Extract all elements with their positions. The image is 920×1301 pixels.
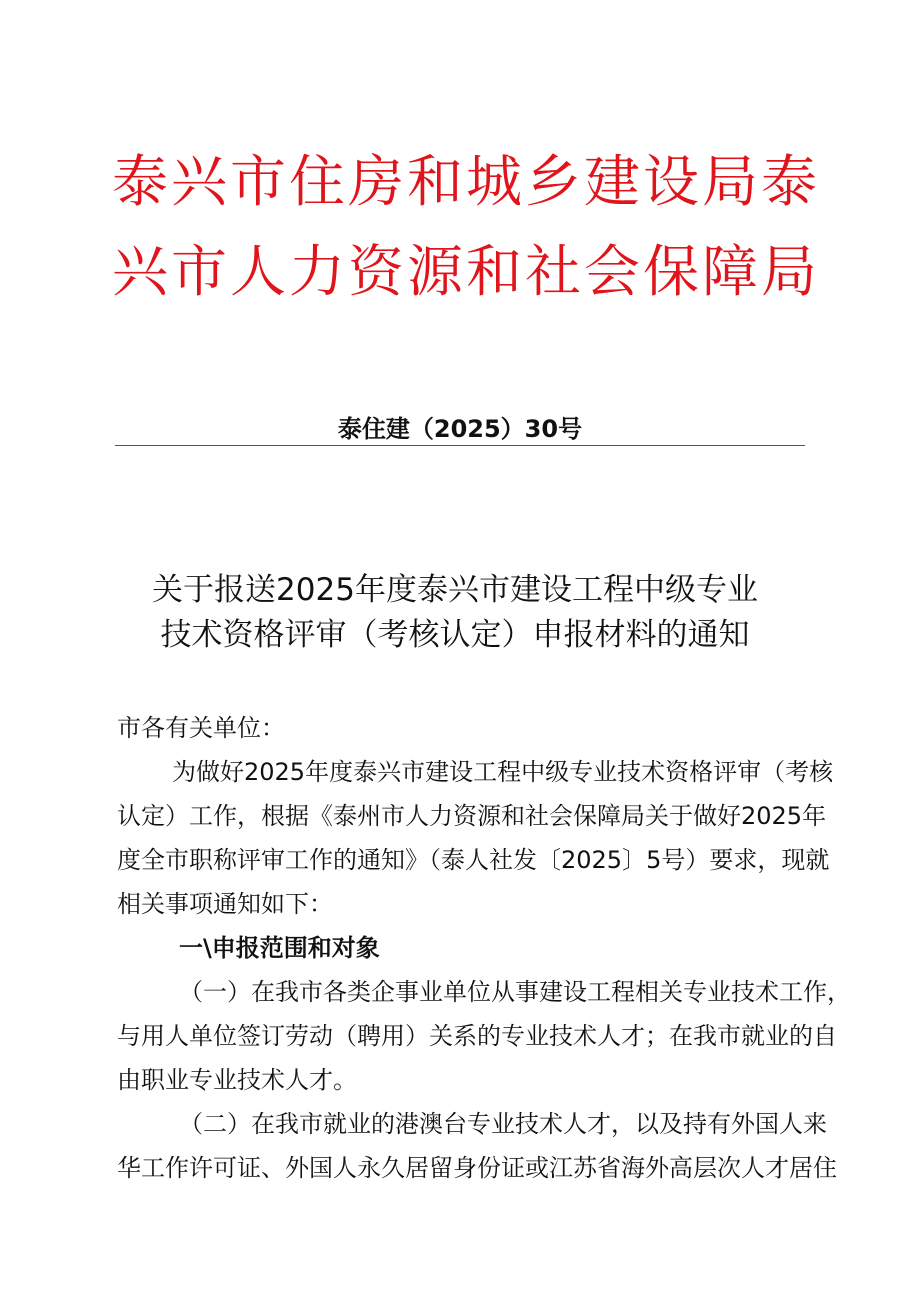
issuer-line-2: 兴市人力资源和社会保障局: [112, 240, 820, 305]
header-divider: [115, 445, 805, 446]
intro-line: 相关事项通知如下：: [117, 890, 333, 918]
intro-line: 认定）工作，根据《泰州市人力资源和社会保障局关于做好2025年: [117, 802, 827, 830]
item-2-line: （二）在我市就业的港澳台专业技术人才，以及持有外国人来: [179, 1110, 827, 1138]
issuer-line-1: 泰兴市住房和城乡建设局泰: [112, 150, 820, 215]
notice-title-line-1: 关于报送2025年度泰兴市建设工程中级专业: [152, 572, 758, 608]
notice-title-line-2: 技术资格评审（考核认定）申报材料的通知: [160, 617, 750, 653]
item-1-line: 由职业专业技术人才。: [117, 1066, 357, 1094]
item-2-line: 华工作许可证、外国人永久居留身份证或江苏省海外高层次人才居住: [117, 1154, 837, 1182]
document-number: 泰住建（2025）30号: [337, 415, 583, 443]
item-1-line: 与用人单位签订劳动（聘用）关系的专业技术人才；在我市就业的自: [117, 1022, 837, 1050]
notice-body: [117, 706, 851, 1190]
salutation: 市各有关单位：: [117, 714, 285, 742]
item-1-line: （一）在我市各类企事业单位从事建设工程相关专业技术工作，: [179, 978, 851, 1006]
intro-line: 度全市职称评审工作的通知》（泰人社发〔2025〕5号）要求，现就: [117, 846, 830, 874]
section-heading: 一\申报范围和对象: [179, 934, 380, 962]
intro-line: 为做好2025年度泰兴市建设工程中级专业技术资格评审（考核: [172, 758, 834, 786]
